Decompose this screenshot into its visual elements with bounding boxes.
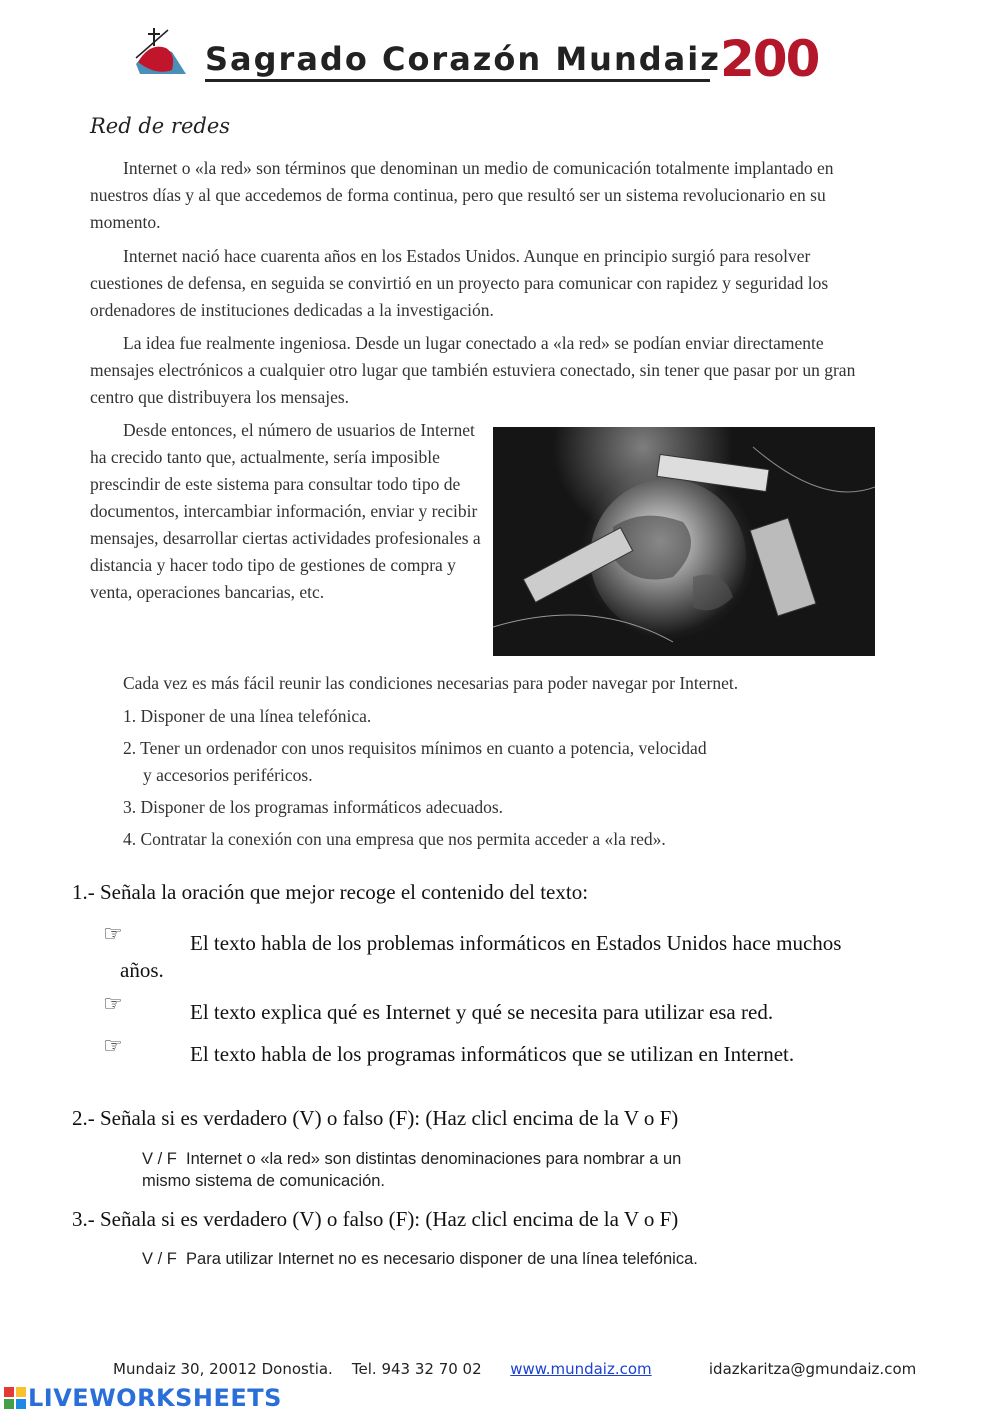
question-1-option-2[interactable]: El texto explica qué es Internet y qué se necesita para utilizar esa red. <box>190 1000 774 1024</box>
paragraph-3: La idea fue realmente ingeniosa. Desde un lugar conectado a «la red» se podían enviar directamente mensajes electrónicos a cualquier otro lugar que también estuviera conectado, sin tener que pasar por un gran centro que distribuyera los mensajes. <box>90 333 856 407</box>
globe-cables-image <box>493 427 875 656</box>
liveworksheets-logo-icon <box>4 1387 26 1409</box>
question-2-text: Internet o «la red» son distintas denominaciones para nombrar a un mismo sistema de comunicación. <box>142 1150 682 1190</box>
list-item: 4. Contratar la conexión con una empresa que nos permita acceder a «la red». <box>123 829 666 849</box>
question-3-text: Para utilizar Internet no es necesario disponer de una línea telefónica. <box>186 1250 698 1268</box>
footer <box>113 1360 916 1378</box>
question-2-vf-toggle[interactable]: V / F <box>142 1150 177 1168</box>
footer-phone: Tel. 943 32 70 02 <box>351 1360 482 1378</box>
anniversary-logo: 200 <box>720 30 819 88</box>
pointing-hand-icon: ☞ <box>103 1034 123 1059</box>
footer-email: idazkaritza@gmundaiz.com <box>708 1360 917 1378</box>
paragraph-4: Desde entonces, el número de usuarios de Internet ha crecido tanto que, actualmente, sería imposible prescindir de este sistema para consultar todo tipo de documentos, intercambiar información, enviar y recibir mensajes, desarrollar ciertas actividades profesionales a distancia y hacer todo tipo de gestiones de compra y venta, operaciones bancarias, etc. <box>90 420 481 602</box>
pointing-hand-icon: ☞ <box>103 922 123 947</box>
pointing-hand-icon: ☞ <box>103 992 123 1017</box>
question-2-prompt: 2.- Señala si es verdadero (V) o falso (F): (Haz clicl encima de la V o F) <box>72 1106 679 1130</box>
list-item-continuation: y accesorios periféricos. <box>143 765 313 785</box>
question-1-option-1[interactable]: El texto habla de los problemas informáticos en Estados Unidos hace muchos años. <box>120 931 842 982</box>
requirements-list <box>123 703 863 858</box>
question-1-prompt: 1.- Señala la oración que mejor recoge el contenido del texto: <box>72 880 589 904</box>
list-item: 3. Disponer de los programas informáticos adecuados. <box>123 797 504 817</box>
reading-title: Red de redes <box>90 114 231 138</box>
liveworksheets-brand <box>4 1384 282 1412</box>
school-logo-icon <box>132 24 192 84</box>
paragraph-2: Internet nació hace cuarenta años en los Estados Unidos. Aunque en principio surgió para resolver cuestiones de defensa, en seguida se convirtió en un proyecto para comunicar con rapidez y seguridad los ordenadores de instituciones dedicadas a la investigación. <box>90 246 829 320</box>
school-name: Sagrado Corazón Mundaiz <box>205 40 721 78</box>
list-item: 2. Tener un ordenador con unos requisitos mínimos en cuanto a potencia, velocidad <box>123 738 707 758</box>
question-3-statement <box>142 1248 732 1270</box>
list-item: 1. Disponer de una línea telefónica. <box>123 706 372 726</box>
footer-website-link[interactable]: www.mundaiz.com <box>510 1360 652 1378</box>
paragraph-5: Cada vez es más fácil reunir las condiciones necesarias para poder navegar por Internet. <box>123 673 739 693</box>
liveworksheets-label: LIVEWORKSHEETS <box>28 1384 282 1412</box>
footer-address: Mundaiz 30, 20012 Donostia. <box>113 1360 333 1378</box>
question-3-prompt: 3.- Señala si es verdadero (V) o falso (F): (Haz clicl encima de la V o F) <box>72 1207 679 1231</box>
paragraph-1: Internet o «la red» son términos que denominan un medio de comunicación totalmente implantado en nuestros días y al que accedemos de forma continua, pero que resultó ser un sistema revolucionario en su momento. <box>90 158 834 232</box>
question-2-statement <box>142 1148 682 1192</box>
question-3-vf-toggle[interactable]: V / F <box>142 1250 177 1268</box>
header-divider <box>205 79 710 82</box>
question-1-option-3[interactable]: El texto habla de los programas informáticos que se utilizan en Internet. <box>190 1042 795 1066</box>
